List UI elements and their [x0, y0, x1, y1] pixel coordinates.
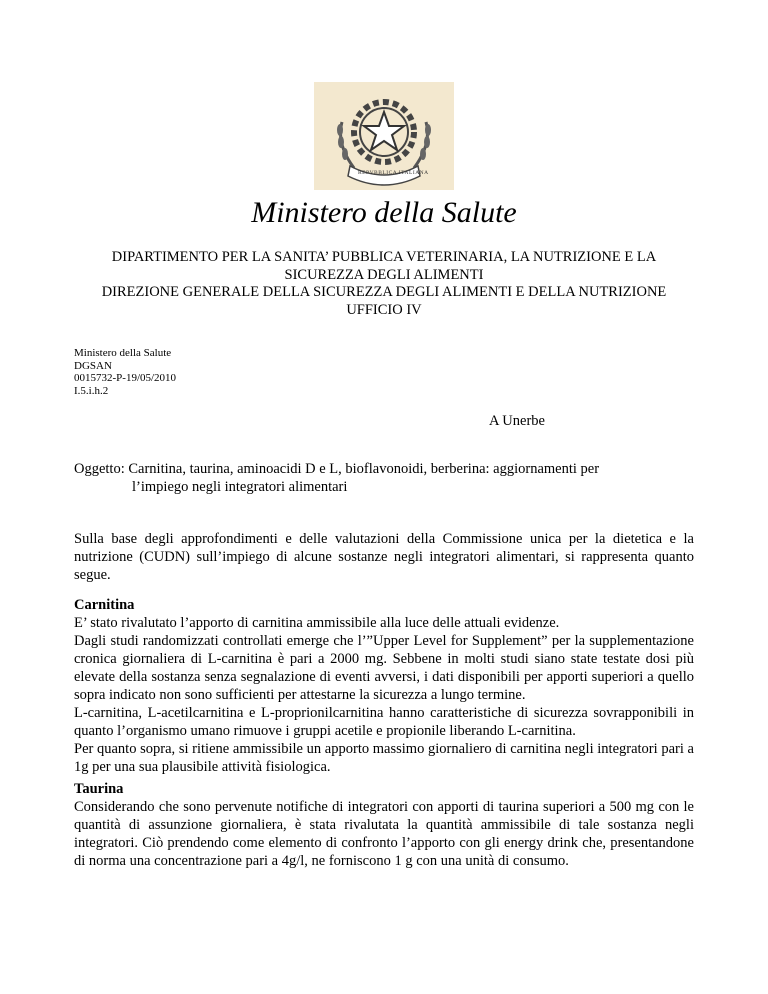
- paragraph: Per quanto sopra, si ritiene ammissibile un apporto massimo giornaliero di carnitina negli integratori pari a 1g per una sua plausibile attività fisiologica.: [74, 741, 694, 775]
- department-line: SICUREZZA DEGLI ALIMENTI: [284, 266, 484, 283]
- protocol-line: 0015732-P-19/05/2010: [74, 372, 177, 384]
- paragraph: E’ stato rivalutato l’apporto di carnitina ammissibile alla luce delle attuali evidenze.: [74, 615, 560, 631]
- section-taurina: [74, 780, 694, 870]
- paragraph: Dagli studi randomizzati controllati emerge che l’”Upper Level for Supplement” per la supplementazione cronica giornaliera di L-carnitina è pari a 2000 mg. Sebbene in molti studi siano state testate dosi più elevate della sostanza senza segnalazione di eventi avversi, i dati disponibili per apporti superiori a quello sopra indicato non sono sufficienti per attestarne la sicurezza a lungo termine.: [74, 633, 694, 703]
- paragraph: L-carnitina, L-acetilcarnitina e L-proprionilcarnitina hanno caratteristiche di sicurezza sovrapponibili in quanto l’organismo umano rimuove i gruppi acetile e propionile liberando L-carnitina.: [74, 705, 694, 739]
- protocol-line: I.5.i.h.2: [74, 384, 109, 397]
- section-carnitina: [74, 596, 694, 776]
- protocol-block: [74, 347, 176, 397]
- subject-block: [74, 460, 694, 496]
- intro-paragraph: [74, 530, 694, 584]
- department-line: DIREZIONE GENERALE DELLA SICUREZZA DEGLI ALIMENTI E DELLA NUTRIZIONE: [101, 284, 667, 300]
- section-heading: Carnitina: [74, 597, 135, 613]
- section-heading: Taurina: [74, 781, 124, 797]
- paragraph: Considerando che sono pervenute notifiche di integratori con apporti di taurina superiori a 500 mg con le quantità di assunzione giornaliera, è stata rivalutata la quantità ammissibile di tale sostanza negli integratori. Ciò prendendo come elemento di confronto l’apporto con gli energy drink che, presentandone di norma una concentrazione pari a 4g/l, ne forniscono 1 g con una unità di consumo.: [74, 799, 694, 869]
- emblem-ribbon-text: REPVBBLICA ITALIANA: [358, 170, 429, 176]
- ministry-title: Ministero della Salute: [251, 196, 517, 229]
- department-line: UFFICIO IV: [346, 301, 422, 318]
- subject-line: Oggetto: Carnitina, taurina, aminoacidi D e L, bioflavonoidi, berberina: aggiornamenti per: [74, 461, 600, 477]
- emblem: [314, 82, 454, 190]
- department-line: DIPARTIMENTO PER LA SANITA’ PUBBLICA VETERINARIA, LA NUTRIZIONE E LA: [111, 249, 657, 265]
- protocol-line: DGSAN: [74, 359, 112, 372]
- protocol-line: Ministero della Salute: [74, 347, 172, 359]
- department-block: [60, 249, 708, 319]
- subject-line: l’impiego negli integratori alimentari: [132, 479, 348, 495]
- intro-text: Sulla base degli approfondimenti e delle valutazioni della Commissione unica per la dietetica e la nutrizione (CUDN) sull’impiego di alcune sostanze negli integratori alimentari, si rappresenta quanto segue.: [74, 531, 694, 583]
- recipient: A Unerbe: [489, 413, 545, 429]
